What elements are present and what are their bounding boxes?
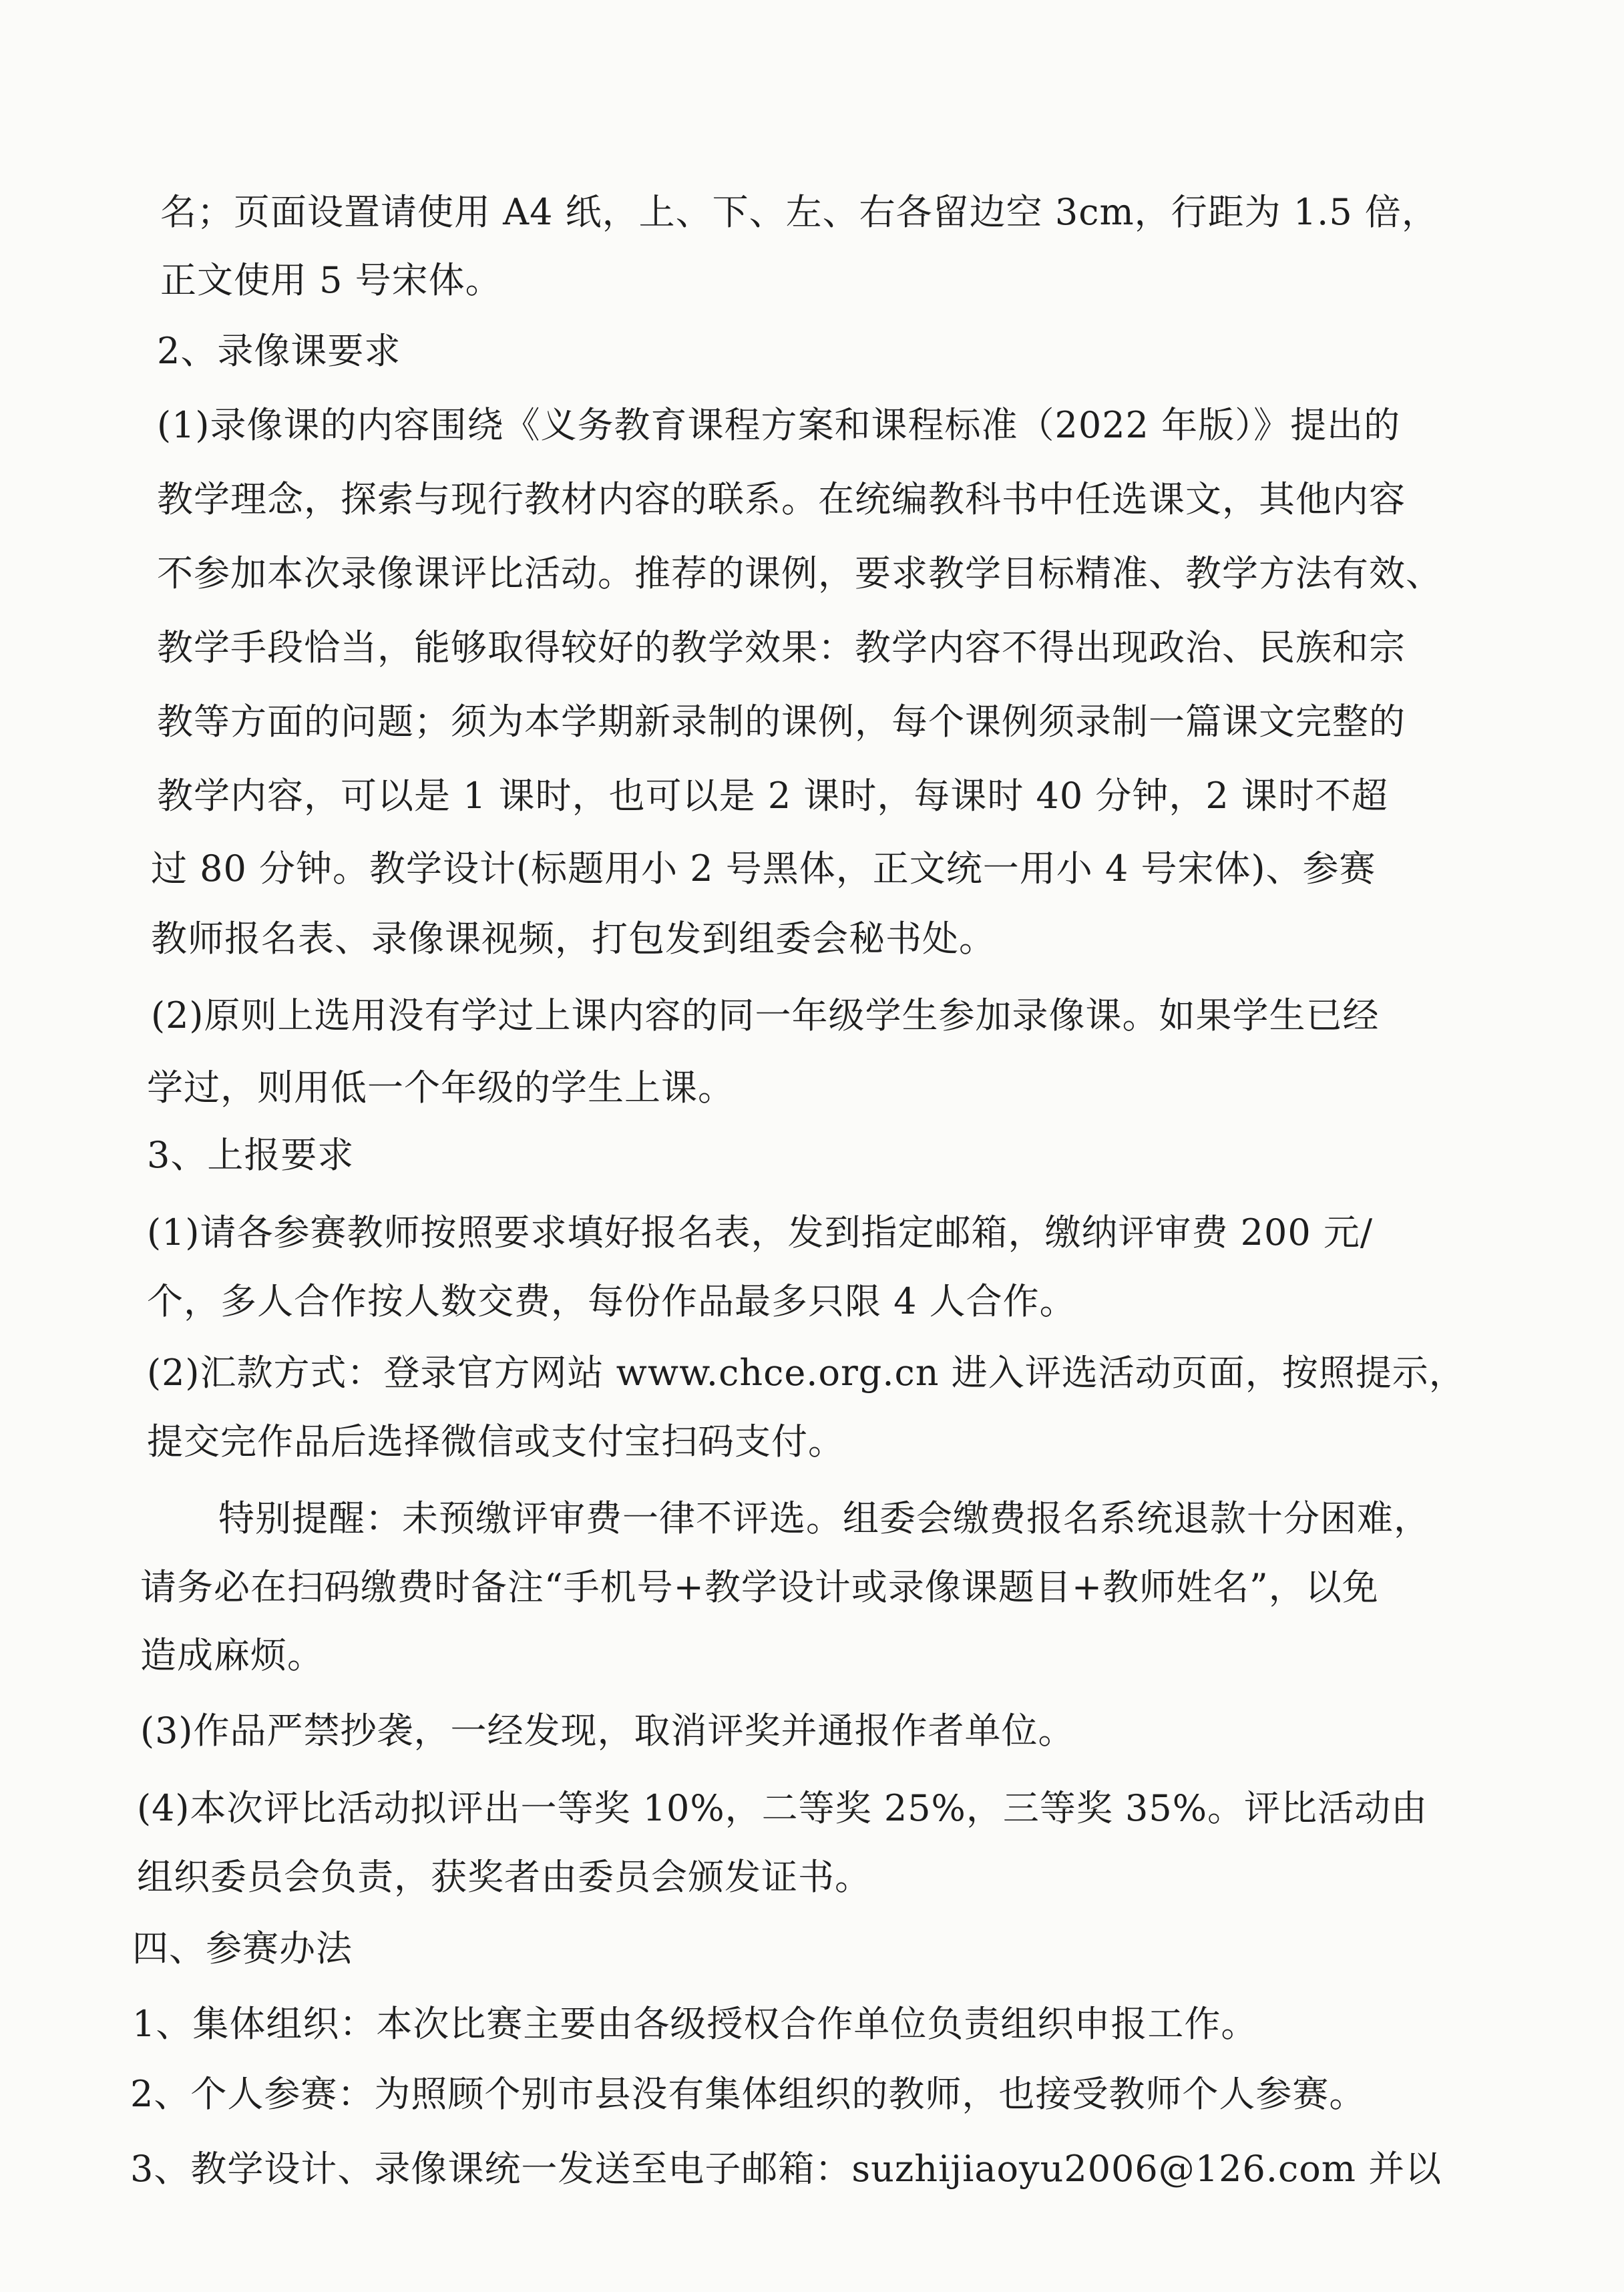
text-line: (2)汇款方式：登录官方网站 www.chce.org.cn 进入评选活动页面，按照提示， bbox=[147, 1352, 1466, 1394]
section-heading: 2、录像课要求 bbox=[157, 330, 401, 372]
text-line: 不参加本次录像课评比活动。推荐的课例，要求教学目标精准、教学方法有效、 bbox=[157, 552, 1442, 594]
text-line: 请务必在扫码缴费时备注“手机号+教学设计或录像课题目+教师姓名”，以免 bbox=[140, 1566, 1379, 1608]
text-line: 教等方面的问题；须为本学期新录制的课例，每个课例须录制一篇课文完整的 bbox=[157, 701, 1406, 743]
text-line: (4)本次评比活动拟评出一等奖 10%，二等奖 25%，三等奖 35%。评比活动由 bbox=[137, 1787, 1428, 1829]
section-heading: 四、参赛办法 bbox=[132, 1927, 353, 1969]
text-line: 过 80 分钟。教学设计(标题用小 2 号黑体，正文统一用小 4 号宋体)、参赛 bbox=[151, 847, 1376, 890]
text-line: 教师报名表、录像课视频，打包发到组委会秘书处。 bbox=[151, 918, 996, 960]
text-line: 教学内容，可以是 1 课时，也可以是 2 课时，每课时 40 分钟，2 课时不超 bbox=[157, 775, 1388, 817]
text-line: 名；页面设置请使用 A4 纸，上、下、左、右各留边空 3cm，行距为 1.5 倍， bbox=[160, 191, 1438, 233]
text-line: 学过，则用低一个年级的学生上课。 bbox=[147, 1067, 735, 1109]
text-line: 1、集体组织：本次比赛主要由各级授权合作单位负责组织申报工作。 bbox=[132, 2003, 1258, 2045]
text-line: (1)录像课的内容围绕《义务教育课程方案和课程标准（2022 年版）》提出的 bbox=[157, 404, 1401, 446]
text-line: 3、教学设计、录像课统一发送至电子邮箱：suzhijiaoyu2006@126.com 并以 bbox=[130, 2148, 1442, 2190]
text-line: 组织委员会负责，获奖者由委员会颁发证书。 bbox=[137, 1856, 871, 1898]
text-line: 2、个人参赛：为照顾个别市县没有集体组织的教师，也接受教师个人参赛。 bbox=[130, 2073, 1366, 2115]
text-line: (2)原则上选用没有学过上课内容的同一年级学生参加录像课。如果学生已经 bbox=[151, 994, 1380, 1036]
text-line: 造成麻烦。 bbox=[140, 1634, 324, 1676]
section-heading: 3、上报要求 bbox=[147, 1134, 355, 1176]
text-line: 提交完作品后选择微信或支付宝扫码支付。 bbox=[147, 1420, 845, 1463]
text-line: 教学理念，探索与现行教材内容的联系。在统编教科书中任选课文，其他内容 bbox=[157, 478, 1406, 520]
text-line: 个，多人合作按人数交费，每份作品最多只限 4 人合作。 bbox=[147, 1280, 1076, 1322]
text-line: 教学手段恰当，能够取得较好的教学效果：教学内容不得出现政治、民族和宗 bbox=[157, 626, 1406, 668]
text-line: (1)请各参赛教师按照要求填好报名表，发到指定邮箱，缴纳评审费 200 元/ bbox=[147, 1211, 1374, 1254]
text-line: (3)作品严禁抄袭，一经发现，取消评奖并通报作者单位。 bbox=[140, 1710, 1075, 1752]
text-line: 正文使用 5 号宋体。 bbox=[160, 259, 502, 301]
text-line: 特别提醒：未预缴评审费一律不评选。组委会缴费报名系统退款十分困难， bbox=[218, 1497, 1430, 1539]
